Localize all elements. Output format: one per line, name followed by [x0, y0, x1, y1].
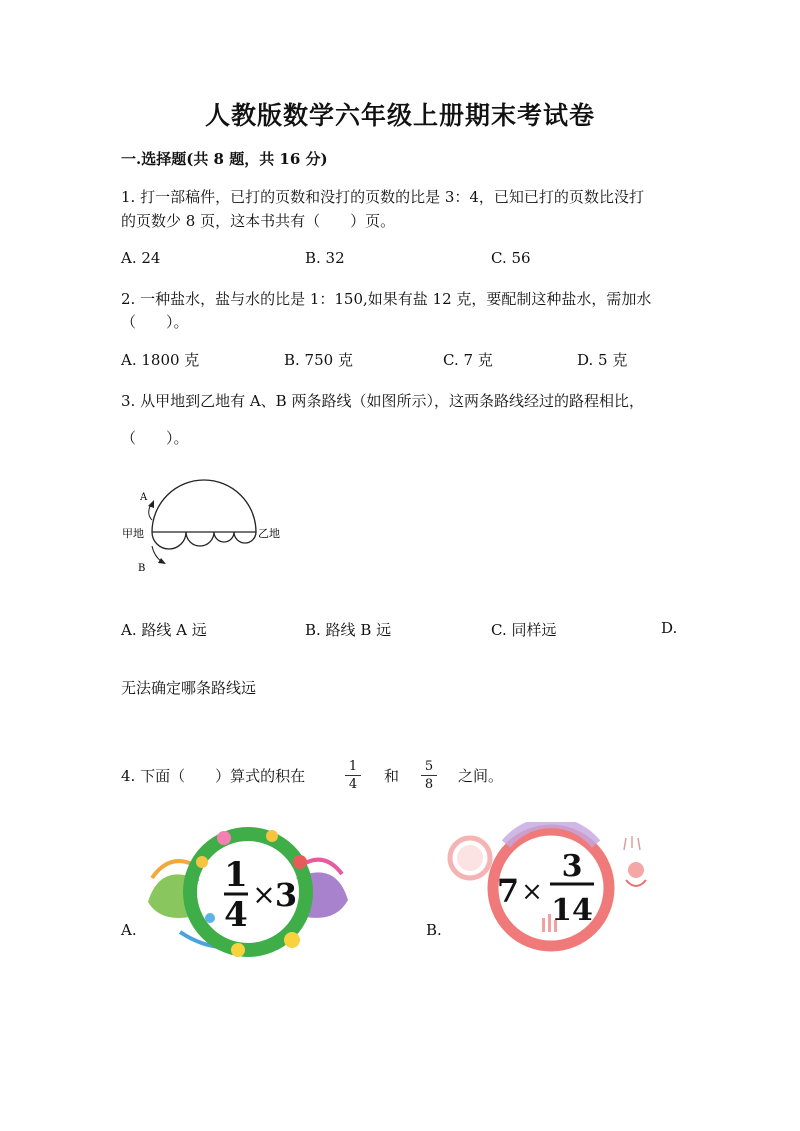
fraction-five-eighths: $\frac{5}{8}$ [421, 758, 437, 794]
route-diagram [118, 470, 298, 580]
question-2-line-2: （ ）。 [121, 313, 189, 331]
svg-text:4: 4 [224, 895, 248, 935]
label-b: B [138, 563, 146, 574]
question-4-text: 4. 下面（ ）算式的积在 [121, 767, 306, 785]
route-b-arcs [152, 532, 256, 549]
question-3-line-1: 3. 从甲地到乙地有 A、B 两条路线（如图所示），这两条路线经过的路程相比， [121, 392, 644, 410]
label-a: A [140, 492, 148, 503]
question-2-option-c: C. 7 克 [443, 351, 493, 369]
svg-text:3: 3 [274, 876, 298, 914]
question-1-line-1: 1. 打一部稿件，已打的页数和没打的页数的比是 3：4，已知已打的页数比没打 [121, 188, 644, 206]
question-2-option-b: B. 750 克 [284, 351, 353, 369]
label-end: 乙地 [258, 527, 280, 540]
arrow-up-icon [148, 500, 154, 508]
question-2-option-d: D. 5 克 [577, 351, 628, 369]
svg-text:3: 3 [561, 849, 583, 884]
question-1-line-2: 的页数少 8 页，这本书共有（ ）页。 [121, 212, 396, 230]
page-title: 人教版数学六年级上册期末考试卷 [204, 101, 595, 130]
fraction-one-quarter: $\frac{1}{4}$ [345, 758, 361, 794]
svg-text:1: 1 [224, 855, 248, 895]
question-1-option-c: C. 56 [491, 249, 531, 267]
question-3-option-b: B. 路线 B 远 [305, 621, 392, 639]
svg-text:7: 7 [496, 872, 520, 910]
section-heading: 一.选择题(共 8 题，共 16 分) [121, 150, 328, 168]
svg-text:14: 14 [551, 893, 593, 928]
svg-text:×: × [252, 878, 276, 911]
svg-text:×: × [521, 877, 543, 907]
question-3-option-d-text: 无法确定哪条路线远 [121, 679, 257, 697]
question-3-option-a: A. 路线 A 远 [121, 621, 207, 639]
question-2-line-1: 2. 一种盐水，盐与水的比是 1：150,如果有盐 12 克，要配制这种盐水，需加水 [121, 290, 652, 308]
question-4-option-a-label: A. [121, 921, 137, 939]
option-a-flower-wreath-image [140, 822, 356, 962]
question-3-option-d: D. [661, 619, 678, 637]
question-4-and: 和 [384, 767, 400, 785]
question-3-line-2: （ ）。 [121, 429, 189, 447]
question-1-option-b: B. 32 [305, 249, 345, 267]
label-start: 甲地 [122, 527, 144, 540]
question-4-text-end: 之间。 [458, 767, 504, 785]
question-1-option-a: A. 24 [121, 249, 161, 267]
option-b-ring-image [446, 822, 666, 952]
route-a-arc [152, 480, 256, 532]
question-3-option-c: C. 同样远 [491, 621, 557, 639]
question-4-option-b-label: B. [426, 921, 442, 939]
question-2-option-a: A. 1800 克 [121, 351, 200, 369]
